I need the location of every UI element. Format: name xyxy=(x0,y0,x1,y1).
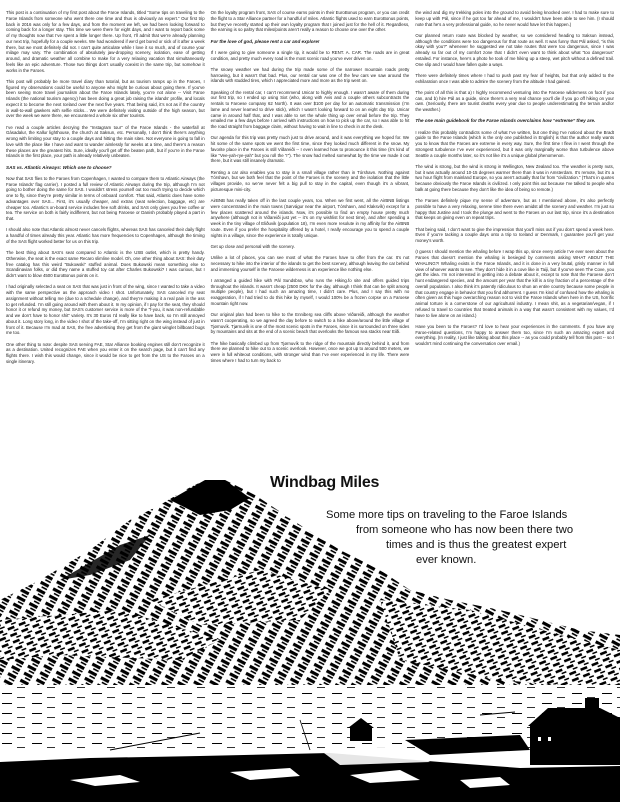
paragraph: The hike basically climbed up from Tjørnuvík to the ridge of the mountain directly behind it, and from there we planned to hike out to a scenic overlook. However, once we got up to around 500 meters, we were in full whiteout conditions, with stronger wind than I’ve ever experienced in my life. There were times where I had to turn my back to xyxy=(210,340,410,363)
paragraph: There were definitely times where I had to push past my fear of heights, but that only added to the exhilaration once I was able to admire the scenery from the altitude I had gained. xyxy=(415,72,615,84)
paragraph: Now that SAS flies to the Faroes from Copenhagen, I wanted to compare them to Atlantic Airways (the Faroe Islands’ flag carrier). I posted a full review of Atlantic Airways during the trip, although I’m not going to bother doing the same for SAS. I wouldn’t stress yourself out too much trying to decide which one to fly, since they’re pretty similar in terms of onboard comfort. That said, Atlantic does have some advantages over SAS... First, it’s usually cheaper, and extras (seat selection, baggage, etc) are cheaper too. Atlantic’s on-board service includes free soft drinks, and SAS only gives you free coffee or tea. The service on both is fairly indifferent, but not being Faroese or Danish probably played a part in that. xyxy=(6,175,205,222)
subtitle-line: from someone who has now been there two xyxy=(356,524,574,536)
paragraph: The snowy weather we had during the trip made some of the narrower mountain roads pretty harrowing, but it wasn’t that bad. Plus, our rental car was one of the few cars we saw around the islands with studded tires, which I appreciated more and more as the trip went on. xyxy=(210,66,410,84)
paragraph: I should also note that Atlantic almost never cancels flights, whereas SAS has canceled their daily flight a handful of times already this year. Atlantic has more frequencies to Copenhagen, although the timing of the SAS flight worked better for us on this trip. xyxy=(6,227,205,244)
paragraph: That being said, I don’t want to give the impression that you’ll miss out if you don’t spend a week here. Even if you’re tacking a couple days onto a trip to Iceland or Denmark, I guarantee you’ll get your money’s worth. xyxy=(415,226,615,244)
paragraph: the wind and dig my trekking poles into the ground to avoid being knocked over. I had to make sure to keep up with Pál, since if he got too far ahead of me, I wouldn’t have been able to see him. (I should note that he’s a very professional guide, so he never would have let this happen.) xyxy=(415,10,615,27)
paragraph: This post will probably be more travel diary than tutorial, but as tourism ramps up in the Faroes, I figured my observations could be useful to anyone who might be curious about going there. If you’ve been seeing more travel journalism about the Faroe Islands lately, you’re not alone -- Visit Faroe Islands (the national tourism agency) has been doing a great job raising the islands’ profile, and locals expect it to become the next Iceland over the next five years. That being said, it’s not as if the country is wall-to-wall gawkers with selfie sticks... We were definitely visiting outside of the high season, but over the week we were there, we encountered a whole six other tourists. xyxy=(6,78,205,119)
paragraph: Our planned return route was blocked by weather, so we considered heading to Saksun instead, although the conditions were too dangerous for that route as well. It was funny that Pál asked, “is this okay with you?” whenever he suggested we not take routes that were too dangerous, since I was already so far out of my comfort zone that I didn’t even want to think about what “too dangerous” entailed. For instance, here’s a photo he took of me hiking up a steep, wet pitch without a defined trail. One slip and I would have fallen quite a ways. xyxy=(415,32,615,67)
mountain-illustration xyxy=(0,450,620,802)
paragraph: Speaking of the rental car, I can’t recommend Unicar to highly enough. I wasn’t aware of them during our first trip, so I ended up using Sixt (who, along with Avis and a couple others subcontracts the rentals to Faroese company 62 North). It was over $100 per day for an automatic transmission (I’m lame and never learned to drive stick), which I wasn’t looking forward to on an eight day trip. Unicar came in around half that, and I was able to set the whole thing up over email before the trip. They emailed me a few days before I arrived with instructions on how to pick up the car, so I was able to hit the road straight from baggage claim, without having to wait in line to check in at the desk. xyxy=(210,89,410,130)
paragraph: I had originally selected a seat on SAS that was just in front of the wing, since I wanted to take a video with the same perspective as the approach video I shot. Unfortunately, SAS canceled my seat assignment without telling me (due to a schedule change), and they’re making it a real pain in the ass to get refunded. I’m still going around with them about it. In my opinion, if I pay for the seat, they should honor it or refund my money, but SAS’s customer service is more of the “f-you, it was non-refundable and we don’t have to honor shit” variety. It’s 30 Euros I’d really like to have back, so I’m still annoyed about it. Long story long, in the video I shot of the take-off, I’m sitting right on the wing instead of just in front of it. Because I’m mad at SAS, the free advertising they get from the giant winglet billboard bugs me too. xyxy=(6,284,205,336)
subtitle-line: ever known. xyxy=(416,554,477,566)
column-2 xyxy=(211,10,410,370)
paragraph: Our original plan had been to hike to the Enniberg sea cliffs above Viðareiði, although the weather wasn’t cooperating, so we agreed the day before to switch to a hike above/around the little village of Tjørnuvík. Tjørnuvík is one of the most scenic spots in the Faroes, since it is surrounded on three sides by mountains and sits at the end of a scenic beach that overlooks the famous sea stacks near Eiði. xyxy=(210,312,410,335)
paragraph: This post is a continuation of my first post about the Faroe Islands, titled “Some tips on traveling to the Faroe Islands from someone who went there one time and thus is obviously an expert.” Our first trip back in 2016 was only for a few days, and from the moment we left, we had been looking forward to coming back for a longer stay. This time we were there for eight days, and I want to report back some of my thoughts now that I’ve spent a little longer there. Up front, I’ll admit that we’re already planning our next trip, hopefully for a couple weeks. We had wondered if we’d get bored or sick of it after a week there, but we most definitely did not. I can’t quite articulate while I love it so much, and of course your milage may vary. The combination of absolutely jaw-dropping scenery, isolation, ease of getting around, and dramatic weather all combine to make for a very relaxing vacation that simultaneously feels like an epic adventure. Those two things don’t usually coexist in the same trip, but somehow it works in the Faroes. xyxy=(6,10,205,73)
paragraph: Our agenda for this trip was pretty much just to drive around, and it was everything we hoped for. We hit some of the same spots we went the first time, since they looked much different in the snow. My favorite place in the Faroes is still Viðareiði -- I even learned how to pronounce it this time (it’s kind of like “Vee-yah-rye-yah” but you roll the “r”). The snow had melted somewhat by the time we made it out there, but it was still insanely dramatic. xyxy=(210,135,410,164)
blog-subtitle xyxy=(326,508,616,568)
column-1 xyxy=(6,10,205,370)
paragraph: On the loyalty program front, SAS of course earns points in their EuroBonus program, or you can credit the flight to a Star Alliance partner for a handful of miles. Atlantic flights used to earn EuroBonus points, but they’ve recently started up their own loyalty program that I joined just for the hell of it. Regardless, the earning is so paltry that miles/points aren’t really a reason to choose one over the other. xyxy=(210,10,410,33)
paragraph: The point of all this is that a) I highly recommend venturing into the Faroese wilderness on foot if you can, and b) hire Pál as a guide, since there’s a very real chance you’ll die if you go off hiking on your own. (Seriously, there are tourist deaths every year due to people underestimating the terrain and/or the weather.) xyxy=(415,89,615,112)
section-heading-guidebook: The one main guidebook for the Faroe Islands overclaims how “extreme” they are. xyxy=(415,118,596,124)
paragraph: The wind is strong, but the wind is strong in Wellington, New Zealand too. The weather is pretty nuts, but it was actually around 10-15 degrees warmer there than it was in Amsterdam. It’s remote, but it’s a two hour flight from mainland Europe, so you aren’t actually that far from “civilization.” (That’s in quotes because obviously the Faroe Islands is civilized. I only point this out because I’ve talked to people who balk at going there because they don’t like the idea of being so remote.) xyxy=(415,163,615,192)
paragraph: The best thing about SAS’s seat compared to Atlantic is the USB outlet, which is pretty handy. Otherwise, the seat is the exact same Recaro slimline model. Oh, one other thing about SAS: their duty free catalog has this weird “Bukowski” stuffed animal. Does Bukowski mean something else to Scandinavian folks, or did they name a stuffed toy cat after Charles Bukowski? I was curious, but I didn’t want to blow 4500 EuroBonus points on it. xyxy=(6,250,205,279)
paragraph: Have you been to the Faroes? I’d love to hear your experiences in the comments. If you have any Faroe-related questions, I’m happy to answer them too, since I’m such an amazing expert and everything. (In reality, I just like talking about this place -- as you could probably tell from this post -- so I wouldn’t mind continuing the conversation over email.) xyxy=(415,323,615,347)
paragraph: Renting a car also enables you to stay in a small village rather than in Tórshavn. Nothing against Tórshavn, but we both feel that the point of the Faroes is the scenery and the isolation that the little villages provide, so we’ve never felt a big pull to stay in the capital, even though it’s a vibrant, picturesque mini-city. xyxy=(210,169,410,192)
section-heading-sas-vs-atlantic: SAS vs. Atlantic Airways: Which one to choose? xyxy=(6,164,112,170)
paragraph: AirBNB has really taken off in the last couple years, too. When we first went, all the AirBNB listings were concentrated in the main towns (Sørvágur near the airport, Tórshavn, and Klaksvík) except for a few places scattered around the islands. Now, it’s possible to find an empty house pretty much anywhere (although not in Viðareiði just yet -- it’s on my wishlist for next time), and after spending a week in the tiny village of Eliðuvik (population 18), I’m even more resolute in my affinity for the AirBNB route. Even if you prefer the hospitality offered by a hotel, I really encourage you to spend a couple nights in a village, since the experience is totally unique. xyxy=(210,198,410,238)
subtitle-line: Some more tips on traveling to the Faroe Islands xyxy=(326,509,568,521)
blog-title: Windbag Miles xyxy=(270,474,380,491)
paragraph: One other thing to note: despite SAS serving FAE, Star Alliance booking engines still don’t recognize it as a destination. United recognizes FAE when you enter it on the search page, but it can’t find any flights there. I wish this would change, since it would be nice to get from the US to the Faroes on a single itinerary. xyxy=(6,341,205,364)
article-columns xyxy=(0,0,620,370)
paragraph: I arranged a guided hike with Pál Sundsbrø, who runs the Hiking.fo site and offers guided trips throughout the islands. It wasn’t cheap (2500 DKK for the day, although I think that can be split among multiple people), but I had such an amazing time, I didn’t care. Plus, and I say this with no exaggeration, if I had tried to do this hike by myself, I would 100% be a frozen corpse on a Faroese mountain right now. xyxy=(210,277,410,306)
mountain-photo xyxy=(0,450,620,802)
paragraph: Get up close and personal with the scenery. xyxy=(210,243,295,249)
paragraph: I’ve read a couple articles decrying the “Instagram tour” of the Faroe Islands - the waterfall at Gásadalur, the Kallur lighthouse, the church at Saksun, etc. Personally, I don’t think there’s anything wrong with limiting your stay to a couple days and hitting the main sites. Not everyone is going to fall in love with the place like I have and want to wander aimlessly for weeks at a time, and there’s a reason these places are the greatest hits. Sure, ideally you’ll get off the beaten path, but if you’re in the Faroe Islands in the first place, your path is already relatively unbeaten. xyxy=(6,124,205,159)
subtitle-line: times and is thus the greatest expert xyxy=(386,539,567,551)
section-heading-rent-a-car: For the love of god, please rent a car and explore! xyxy=(210,38,320,44)
paragraph: (I guess I should mention the whaling before I wrap this up, since every article I’ve ever seen about the Faroes that doesn’t mention the whaling is besieged by comments asking WHAT ABOUT THE WHALING?! Whaling exists in the Faroe Islands, and it is done in a very brutal, grisly manner in full view of whoever wants to see. They don’t hide it in a cove like in Taiji, but if you’ve seen The Cove, you get the idea. I’m not interested in getting into a debate about it, except to note that the Faroese don’t hunt endangered species, and the amount per year that the kill is a tiny fraction of a percentage of the overall population. I also think it’s patently ridiculous to shun an entire country because some people in that country engage in behavior that you find abhorrent. I guess I’m kind of confused how the whaling is often given as this huge overarching reason not to visit the Faroe Islands when here in the US, horrific animal torture is a cornerstone of our agricultural industry. I mean shit, as a vegetarian/vegan, if I refused to travel to countries that treated animals in a way that wasn’t consistent with my values, I’d have to live alone on an island.) xyxy=(415,249,615,318)
paragraph: The Faroes definitely pique my sense of adventure, but as I mentioned above, it’s also perfectly possible to have a very relaxing, serene time there even amidst all the scenery and weather. I’m just so happy that Justine and I took the plunge and went to the Faroes on our last trip, since it’s a destination that keeps on giving even on repeat trips. xyxy=(415,198,615,221)
paragraph: If I were going to give someone a single tip, it would be to RENT. A. CAR. The roads are in great condition, and pretty much every road is the most scenic road you’ve ever driven on. xyxy=(210,49,410,61)
paragraph: Unlike a lot of places, you can see most of what the Faroes have to offer from the car. It’s not necessary to hike into the interior of the islands to get the best scenery, although leaving the car behind and immersing yourself in the Faroese wilderness is an experience like nothing else. xyxy=(210,255,410,272)
column-3 xyxy=(415,10,614,370)
paragraph: I realize this probably contradicts some of what I’ve written, but one thing I’ve noticed about the Bradt guide to the Faroe Islands (which is the only one published in English) is that the author really wants you to know that the Faroes are extreme in every way. Sure, the first time I flew in I went through the strongest turbulence I’ve ever experienced, but it was only marginally worse than turbulence above Seattle a couple months later, so it’s not like it’s a unique global phenomenon. xyxy=(415,129,615,158)
